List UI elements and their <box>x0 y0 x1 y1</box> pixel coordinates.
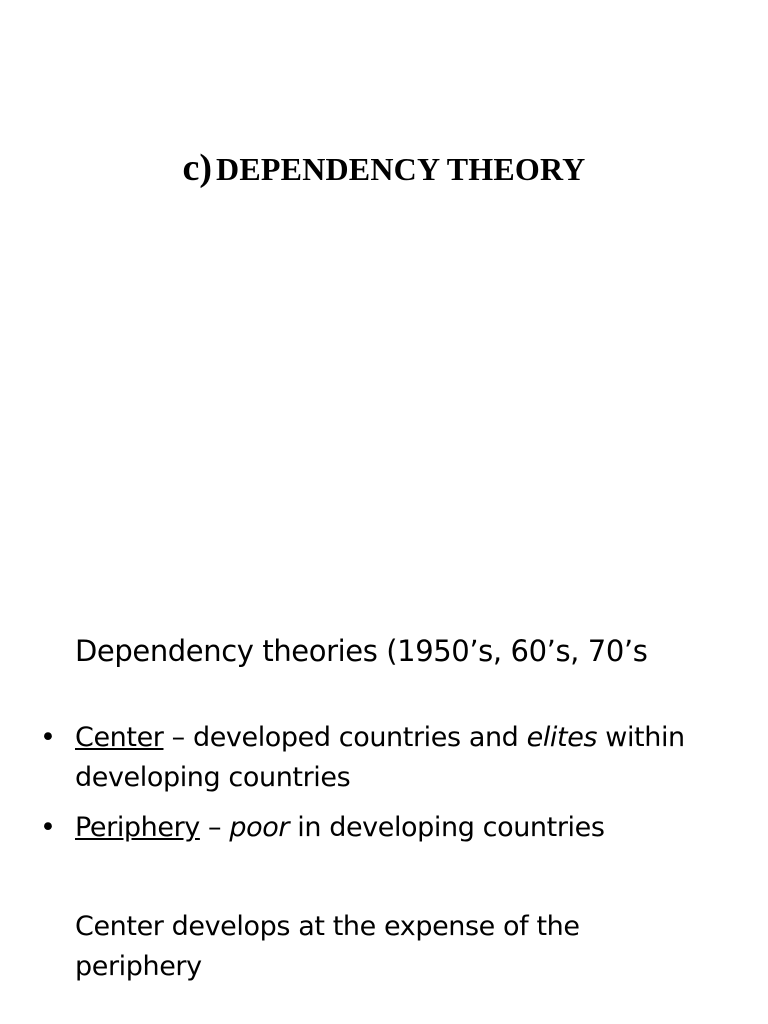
bullet-term: Periphery <box>75 812 200 843</box>
bullet-rest-text: within developing countries <box>75 722 685 793</box>
conclusion-text: Center develops at the expense of the periphery <box>75 911 580 982</box>
bullet-dash-text: – <box>199 812 230 843</box>
slide-title <box>0 146 768 190</box>
intro-line: Dependency theories (1950’s, 60’s, 70’s <box>75 634 648 668</box>
bullet-emphasis: elites <box>526 722 598 753</box>
title-text: DEPENDENCY THEORY <box>216 151 586 187</box>
bullet-marker: • <box>40 812 56 843</box>
bullet-item-center <box>0 718 768 798</box>
bullet-emphasis: poor <box>229 812 290 843</box>
bullet-item-periphery <box>0 808 768 848</box>
bullet-list <box>0 718 768 858</box>
bullet-marker: • <box>40 722 56 753</box>
bullet-rest-text: in developing countries <box>289 812 605 843</box>
bullet-term: Center <box>75 722 164 753</box>
title-prefix: c) <box>182 147 213 189</box>
bullet-dash-text: – developed countries and <box>163 722 527 753</box>
